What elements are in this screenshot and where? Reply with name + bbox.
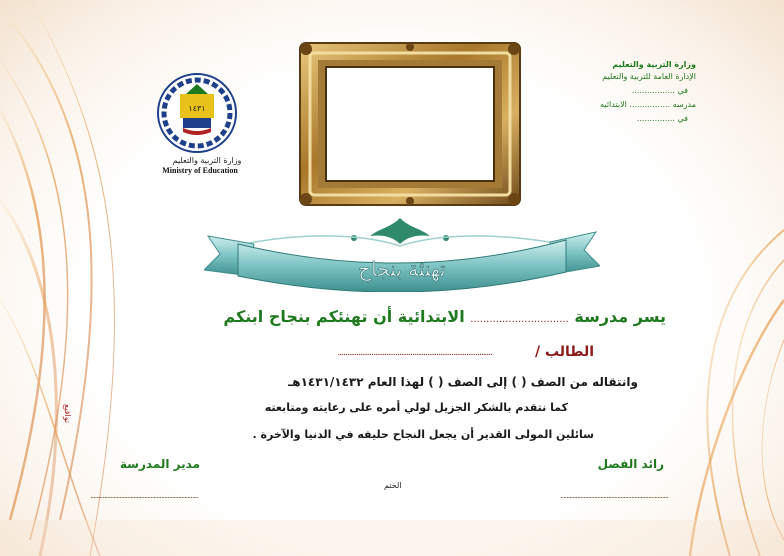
thanks-line: كما نتقدم بالشكر الجزيل لولي أمره على رعايته ومتابعته — [264, 401, 568, 414]
congrats-ribbon — [204, 214, 600, 292]
line1-start: يسر مدرسة — [574, 307, 666, 326]
logo-year: ١٤٣١ — [188, 104, 206, 113]
header-in-2: في ............... — [636, 114, 688, 123]
line1-end: الابتدائية أن تهنئكم بنجاح ابنكم — [223, 307, 465, 326]
stamp-label: الختم — [384, 481, 402, 490]
photo-frame — [298, 41, 522, 207]
student-name-dots: ................................................................................... — [337, 348, 492, 358]
logo-english-caption: Ministry of Education — [162, 166, 238, 175]
prayer-line: سائلين المولى القدير أن يجعل النجاح حليفه في الدنيا والآخرة . — [252, 428, 594, 441]
principal-signature-line: ...................................................................... — [90, 491, 199, 500]
class-leader-label: رائد الفصل — [597, 457, 664, 471]
header-ministry: وزارة التربية والتعليم — [612, 60, 696, 69]
header-directorate: الإدارة العامة للتربية والتعليم — [602, 72, 696, 81]
body-line-1 — [223, 307, 666, 326]
ribbon-title: تهنئة بنجاح — [358, 257, 446, 281]
logo-arabic-caption: وزارة التربية والتعليم — [172, 156, 242, 165]
header-school: مدرسه ................ الابتدائيه — [600, 100, 696, 109]
side-mark: تواقيع — [63, 404, 72, 424]
header-in-1: في ................. — [631, 86, 688, 95]
line1-dots: ............................... — [470, 314, 569, 325]
student-label: الطالب / — [534, 344, 594, 360]
class-leader-signature-line: ...................................................................... — [560, 491, 669, 500]
ministry-logo — [156, 72, 238, 154]
promotion-line: وانتقاله من الصف ( ) إلى الصف ( ) لهذا العام ١٤٣١/١٤٣٢هـ — [288, 375, 638, 389]
principal-label: مدير المدرسة — [119, 457, 200, 471]
